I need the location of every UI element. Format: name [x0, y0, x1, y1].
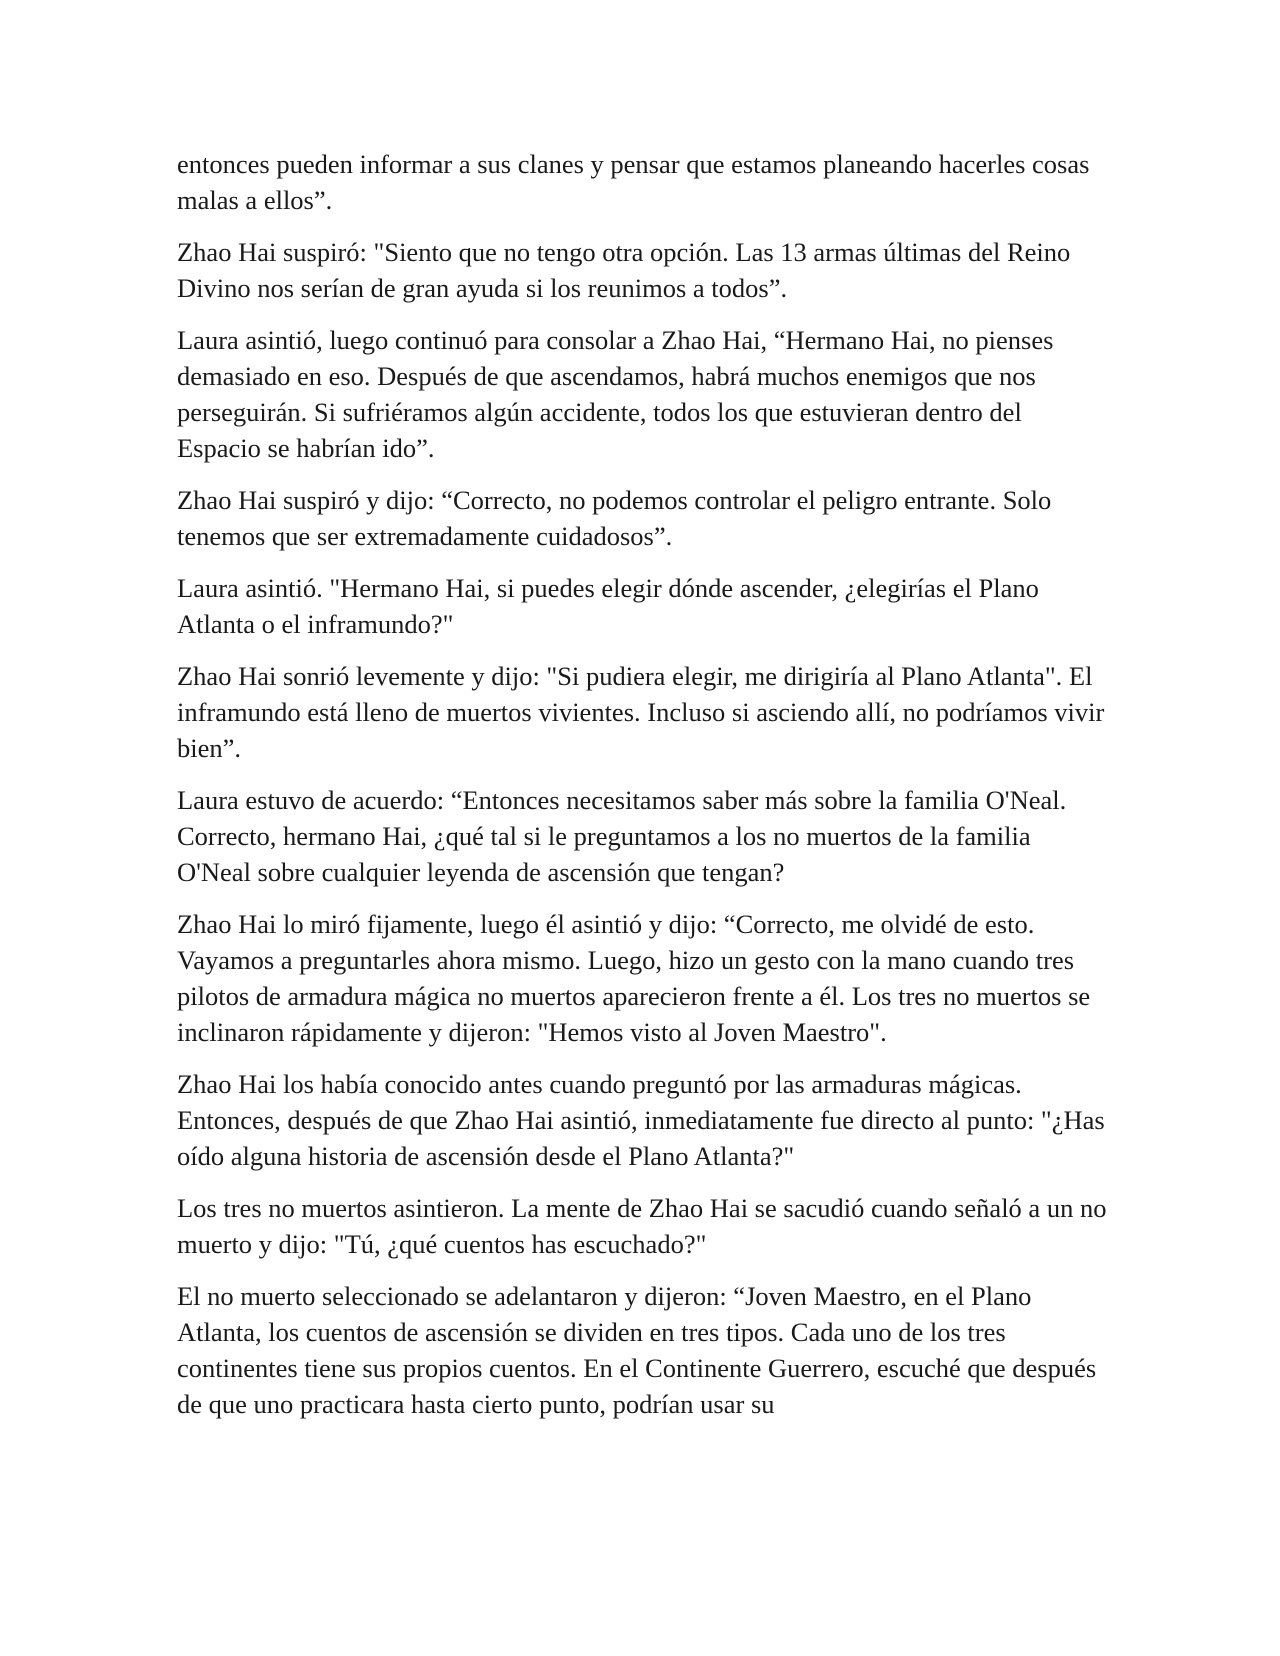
paragraph: Zhao Hai lo miró fijamente, luego él asintió y dijo: “Correcto, me olvidé de esto. Vayamos a preguntarles ahora mismo. Luego, hizo un gesto con la mano cuando tres pilotos de armadura mágica no muertos aparecieron frente a él. Los tres no muertos se inclinaron rápidamente y dijeron: "Hemos visto al Joven Maestro".: [177, 909, 1091, 1047]
document-body: [177, 146, 1107, 1438]
paragraph: Zhao Hai suspiró y dijo: “Correcto, no podemos controlar el peligro entrante. Solo tenemos que ser extremadamente cuidadosos”.: [177, 485, 1052, 551]
paragraph: Los tres no muertos asintieron. La mente de Zhao Hai se sacudió cuando señaló a un no muerto y dijo: "Tú, ¿qué cuentos has escuchado?": [177, 1193, 1107, 1259]
paragraph: Zhao Hai suspiró: "Siento que no tengo otra opción. Las 13 armas últimas del Reino Divino nos serían de gran ayuda si los reunimos a todos”.: [177, 237, 1071, 303]
paragraph: entonces pueden informar a sus clanes y pensar que estamos planeando hacerles cosas malas a ellos”.: [177, 149, 1090, 215]
paragraph: El no muerto seleccionado se adelantaron y dijeron: “Joven Maestro, en el Plano Atlanta, los cuentos de ascensión se dividen en tres tipos. Cada uno de los tres continentes tiene sus propios cuentos. En el Continente Guerrero, escuché que después de que uno practicara hasta cierto punto, podrían usar su: [177, 1281, 1097, 1419]
paragraph: Zhao Hai los había conocido antes cuando preguntó por las armaduras mágicas. Entonces, después de que Zhao Hai asintió, inmediatamente fue directo al punto: "¿Has oído alguna historia de ascensión desde el Plano Atlanta?": [177, 1069, 1105, 1171]
paragraph: Laura estuvo de acuerdo: “Entonces necesitamos saber más sobre la familia O'Neal. Correcto, hermano Hai, ¿qué tal si le preguntamos a los no muertos de la familia O'Neal sobre cualquier leyenda de ascensión que tengan?: [177, 785, 1067, 887]
paragraph: Laura asintió. "Hermano Hai, si puedes elegir dónde ascender, ¿elegirías el Plano Atlanta o el inframundo?": [177, 573, 1039, 639]
paragraph: Zhao Hai sonrió levemente y dijo: "Si pudiera elegir, me dirigiría al Plano Atlanta". El inframundo está lleno de muertos vivientes. Incluso si asciendo allí, no podríamos vivir bien”.: [177, 661, 1105, 763]
paragraph: Laura asintió, luego continuó para consolar a Zhao Hai, “Hermano Hai, no pienses demasiado en eso. Después de que ascendamos, habrá muchos enemigos que nos perseguirán. Si sufriéramos algún accidente, todos los que estuvieran dentro del Espacio se habrían ido”.: [177, 325, 1054, 463]
